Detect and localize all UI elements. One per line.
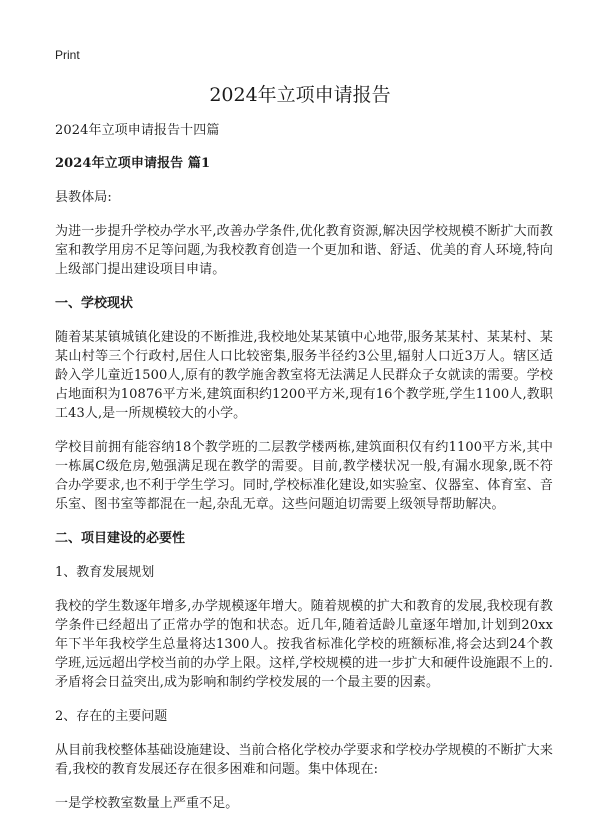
intro-paragraph: 为进一步提升学校办学水平,改善办学条件,优化教育资源,解决因学校规模不断扩大而教室和教学用房不足等问题,为我校教育创造一个更加和谐、舒适、优美的育人环境,特向上级部门提出建设项目申请。 [55, 224, 553, 277]
section-heading-necessity: 二、项目建设的必要性 [55, 531, 186, 546]
development-plan-paragraph: 我校的学生数逐年增多,办学规模逐年增大。随着规模的扩大和教育的发展,我校现有教学条件已经超出了正常办学的饱和状态。近几年,随着适龄儿童逐年增加,计划到20xx年下半年我校学生总量将达1300人。按我省标准化学校的班额标准,将会达到24个教学班,远远超出学校当前的办学上限。这样,学校规模的进一步扩大和硬件设施跟不上的.矛盾将会日益突出,成为影响和制约学校发展的一个最主要的因素。 [55, 599, 553, 690]
status-paragraph-1: 随着某某镇城镇化建设的不断推进,我校地处某某镇中心地带,服务某某村、某某村、某某山村等三个行政村,居住人口比较密集,服务半径约3公里,辐射人口近3万人。辖区适龄入学儿童近1500人,原有的教学施舍教室将无法满足人民群众子女就读的需要。学校占地面积为10876平方米,建筑面积约1200平方米,现有16个教学班,学生1100人,教职工43人,是一所规模较大的小学。 [55, 330, 553, 421]
document-body [55, 121, 553, 828]
salutation: 县教体局: [55, 190, 112, 205]
section-heading-status: 一、学校现状 [55, 296, 134, 311]
subheading-main-problems: 2、存在的主要问题 [55, 709, 168, 724]
problem-point-1: 一是学校教室数量上严重不足。 [55, 796, 239, 811]
page-title: 2024年立项申请报告 [209, 84, 391, 106]
subheading-development-plan: 1、教育发展规划 [55, 565, 155, 580]
document-subtitle: 2024年立项申请报告十四篇 [55, 123, 220, 138]
print-link[interactable]: Print [55, 48, 80, 62]
main-problems-paragraph: 从目前我校整体基础设施建设、当前合格化学校办学要求和学校办学规模的不断扩大来看,我校的教育发展还存在很多困难和问题。集中体现在: [55, 743, 553, 777]
status-paragraph-2: 学校目前拥有能容纳18个教学班的二层教学楼两栋,建筑面积仅有约1100平方米,其中一栋属C级危房,勉强满足现在教学的需要。目前,教学楼状况一般,有漏水现象,既不符合办学要求,也不利于学生学习。同时,学校标准化建设,如实验室、仪器室、体育室、音乐室、图书室等都混在一起,杂乱无章。这些问题迫切需要上级领导帮助解决。 [55, 440, 553, 512]
chapter-heading: 2024年立项申请报告 篇1 [55, 156, 211, 171]
